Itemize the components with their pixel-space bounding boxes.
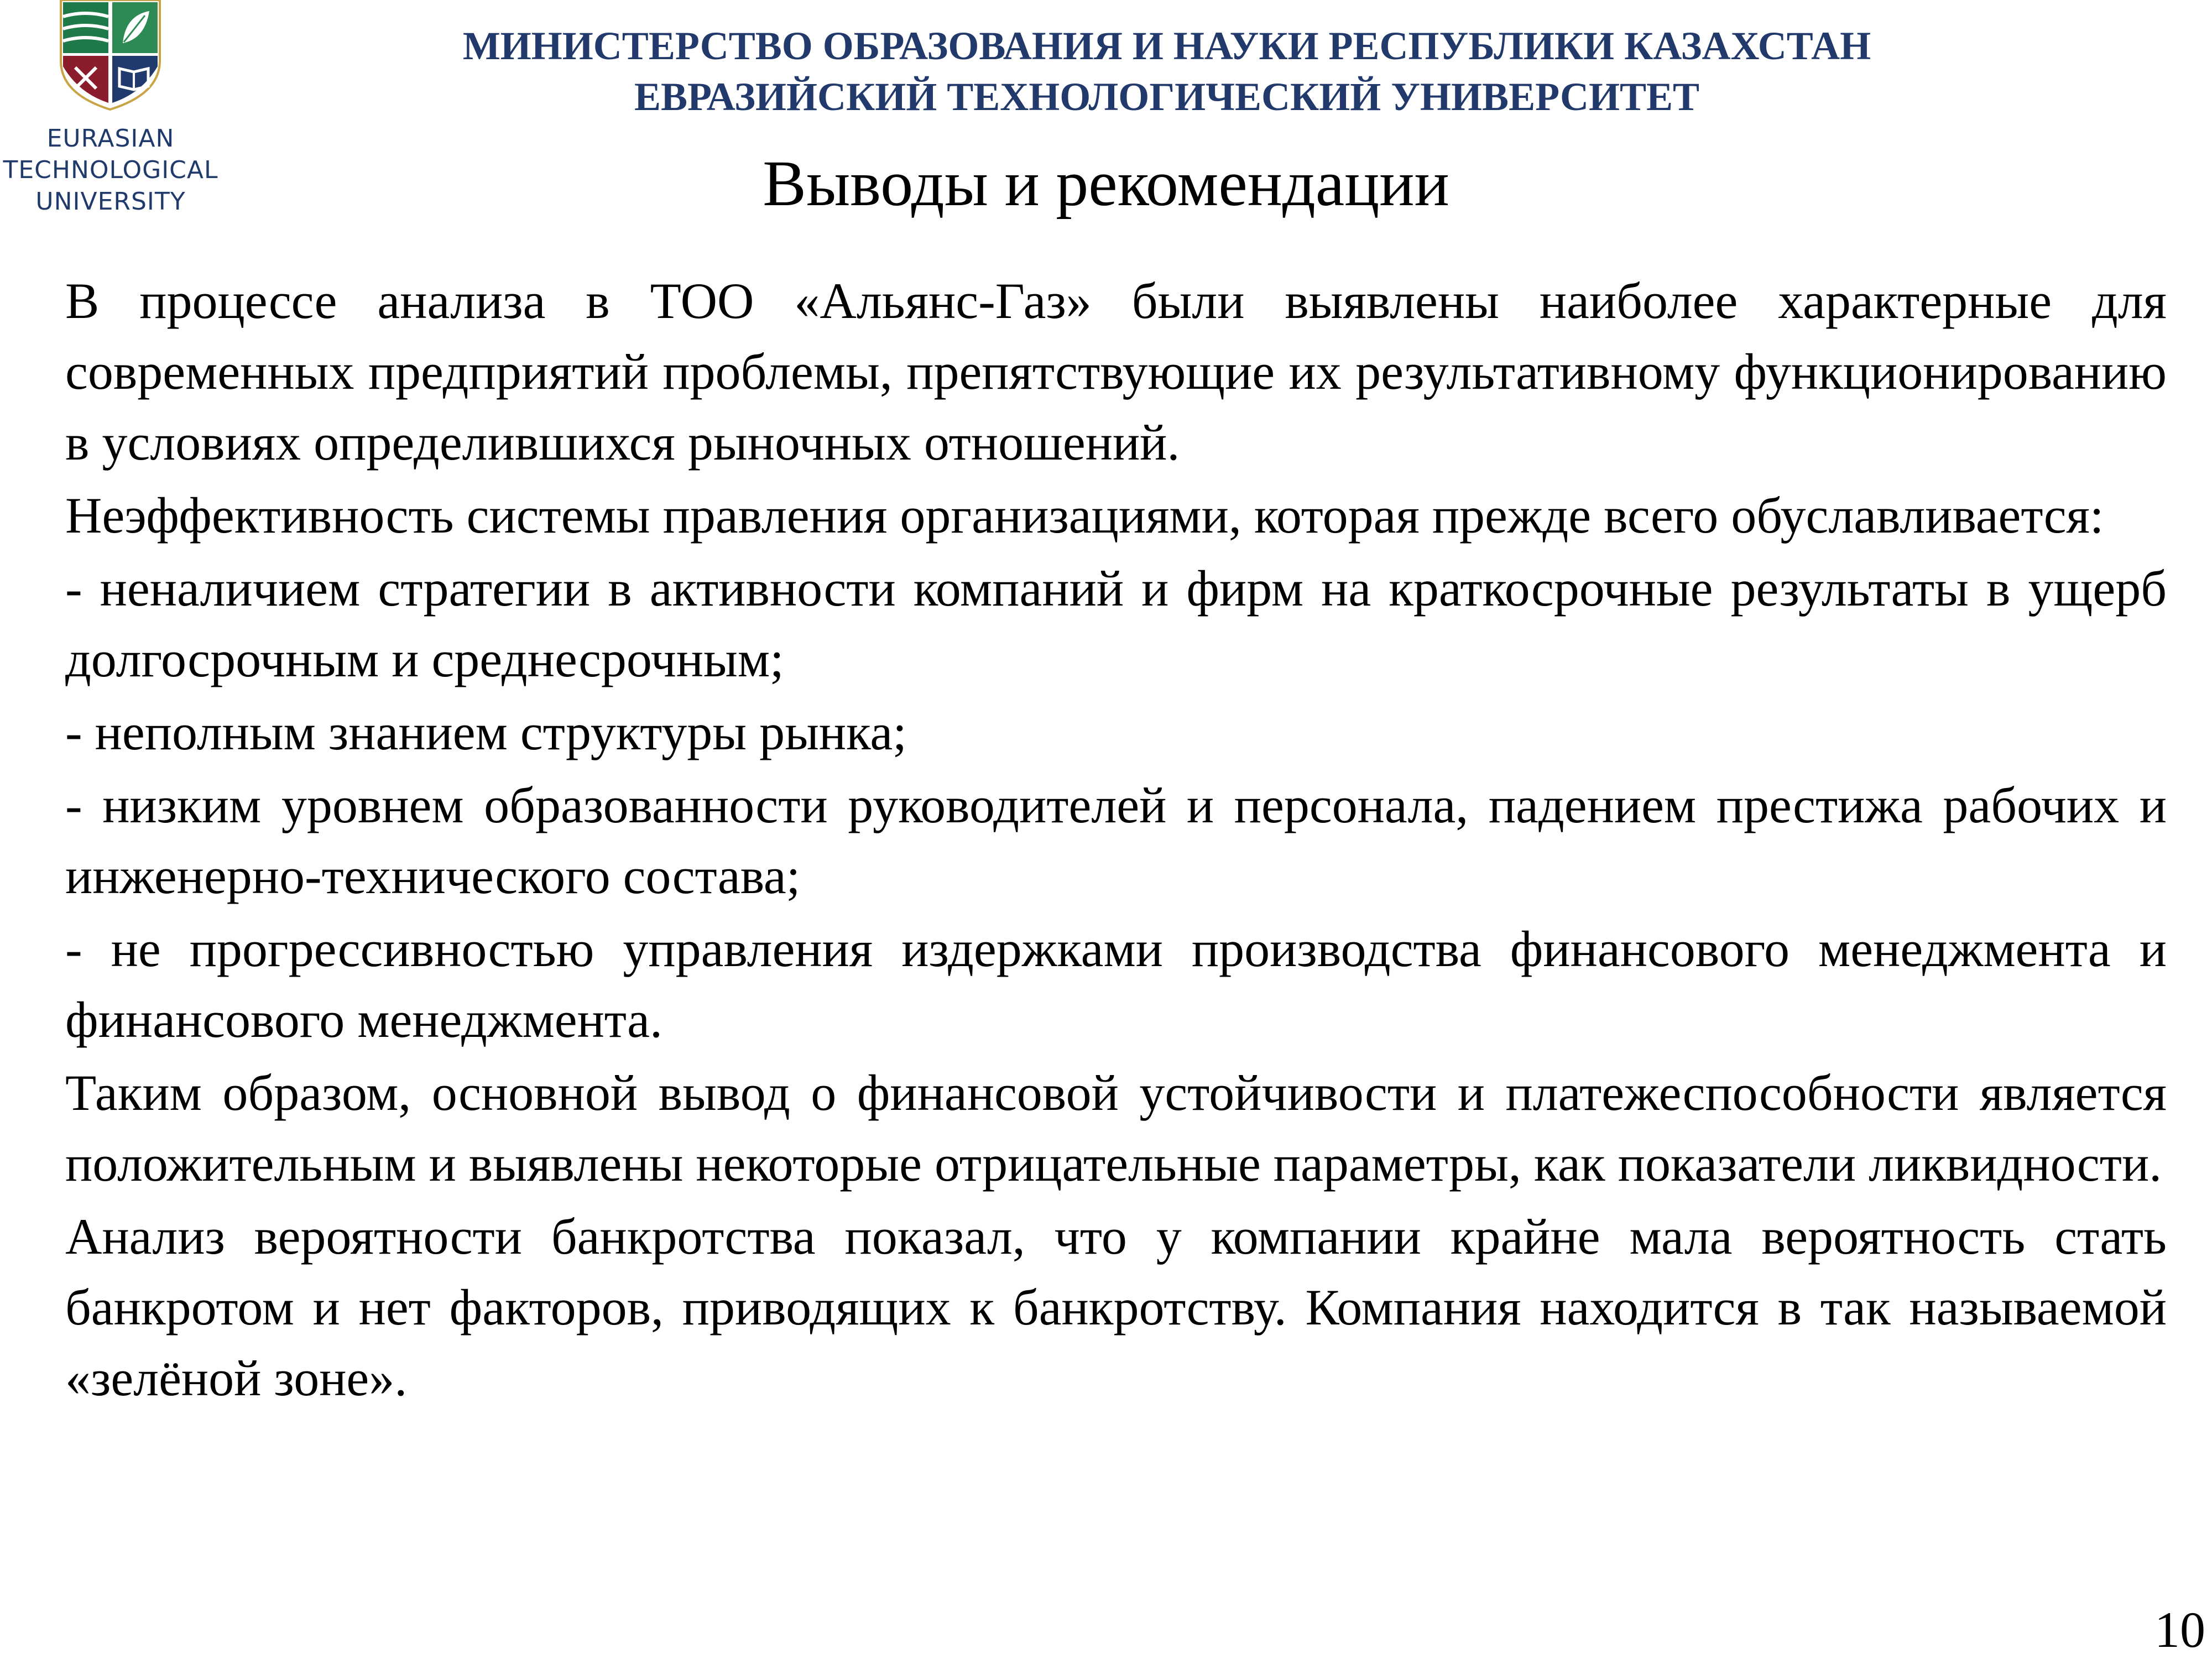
- logo-text-line-3: UNIVERSITY: [35, 187, 186, 216]
- paragraph-intro: В процессе анализа в ТОО «Альянс-Газ» были выявлены наиболее характерные для современных предприятий проблемы, препятствующие их результативному функционированию в условиях определившихся рыночных отношений.: [65, 273, 2167, 471]
- slide-title: Выводы и рекомендации: [763, 147, 1449, 220]
- header-ministry: МИНИСТЕРСТВО ОБРАЗОВАНИЯ И НАУКИ РЕСПУБЛИКИ КАЗАХСТАН: [462, 24, 1871, 68]
- header-university: ЕВРАЗИЙСКИЙ ТЕХНОЛОГИЧЕСКИЙ УНИВЕРСИТЕТ: [634, 75, 1700, 119]
- logo-text-line-2: TECHNOLOGICAL: [3, 156, 218, 184]
- university-crest-icon: [56, 0, 164, 111]
- paragraph-bankruptcy: Анализ вероятности банкротства показал, что у компании крайне мала вероятность стать банкротом и нет факторов, приводящих к банкротству. Компания находится в так называемой «зелёной зоне».: [65, 1208, 2167, 1406]
- slide-body: [65, 265, 2167, 1416]
- page-number: 10: [2154, 1601, 2205, 1658]
- paragraph-conclusion: Таким образом, основной вывод о финансовой устойчивости и платежеспособности является положительным и выявлены некоторые отрицательные параметры, как показатели ликвидности.: [65, 1065, 2167, 1192]
- paragraph-inefficiency: Неэффективность системы правления организациями, которая прежде всего обуславливается:: [65, 487, 2104, 544]
- list-item: - низким уровнем образованности руководителей и персонала, падением престижа рабочих и инженерно-технического состава;: [65, 777, 2167, 904]
- list-item: - неналичием стратегии в активности компаний и фирм на краткосрочные результаты в ущерб долгосрочным и среднесрочным;: [65, 560, 2167, 687]
- list-item: - не прогрессивностью управления издержками производства финансового менеджмента и финансового менеджмента.: [65, 921, 2167, 1048]
- logo-text-line-1: EURASIAN: [46, 124, 175, 153]
- list-item: - неполным знанием структуры рынка;: [65, 704, 907, 760]
